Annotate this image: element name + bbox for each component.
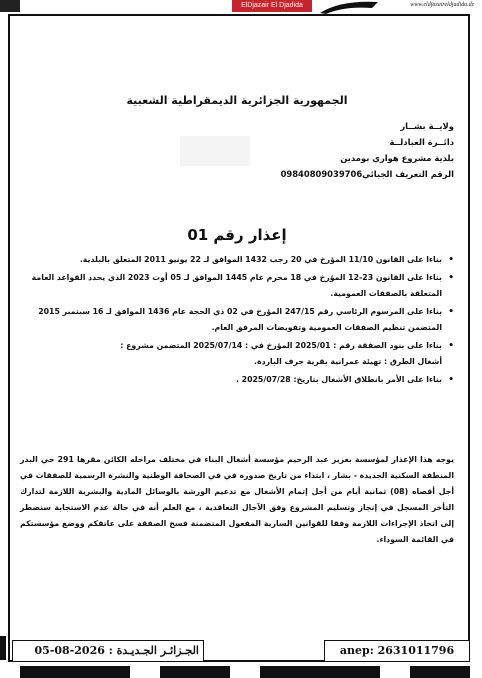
- list-item: • بناءا على القانون 11/10 المؤرخ في 20 رجب 1432 الموافق لـ 22 يونيو 2011 المتعلق بالبلدية.: [20, 252, 454, 268]
- top-strip: [0, 0, 482, 14]
- list-item: • بناءا على المرسوم الرئاسي رقم 247/15 المؤرخ في 02 ذي الحجة عام 1436 الموافق لـ 16 سبتمبر 2015 المتضمن تنظيم الصفقات العمومية وتفويضات المرفق العام.: [20, 304, 454, 336]
- republic-header: الجمهورية الجزائرية الديمقراطية الشعبية: [126, 94, 348, 107]
- notice-title: إعذار رقم 01: [187, 226, 287, 244]
- newspaper-url: www.eldjazaireldjadida.dz: [410, 2, 474, 8]
- blurred-stamp: [180, 136, 250, 166]
- next-page-fragment: [410, 666, 470, 678]
- next-page-fragment: [160, 666, 230, 678]
- admin-line: دائــرة العبادلــة: [389, 137, 454, 147]
- bottom-strip: [0, 664, 482, 678]
- admin-line: بلدية مشروع هواري بومدين: [340, 153, 454, 163]
- list-item-text: • بناءا على بنود الصفقة رقم : 2025/01 المؤرخ في : 2025/07/14 المتضمن مشروع :: [120, 341, 442, 350]
- admin-line: ولايــة بشــار: [400, 121, 454, 131]
- page-edge-mark: [0, 636, 6, 660]
- admin-line: الرقم التعريف الجبائي09840809039706: [280, 169, 454, 179]
- footer-date-box: الجـزائـر الجـديـدة : 2026-08-05: [12, 640, 204, 662]
- notice-body: يوجه هذا الإعذار لمؤسسة بعزيز عبد الرحيم مؤسسة أشغال البناء في مختلف مراحله الكائن مقرها 291 حي البدر المنطقة السكنية الجديدة - بشار ، ابتداء من تاريخ صدوره في في الصحافة الوطنية والنشرة الرسمية للصفقات في أجل أقصاه (08) ثمانية أيام من أجل إتمام الأشغال مع تدعيم الورشة بالوسائل المادية والبشرية اللازمة لتدارك التأخر المسجل في إنجاز وتسليم المشروع وفق الآجال التعاقدية ، مع العلم أنه في حالة عدم الاستجابة سنضطر إلى اتخاذ الإجراءات اللازمة وفقا للقوانين السارية المفعول المتضمنة فسخ الصفقة على عاتقكم ووضع مؤسستكم في القائمة السوداء.: [20, 455, 455, 544]
- project-line: أشغال الطرق : تهيئة عمرانية بقرية جرف الباردة.: [254, 357, 442, 366]
- list-item: • بناءا على القانون 23-12 المؤرخ في 18 محرم عام 1445 الموافق لـ 05 أوت 2023 الذي يحدد القواعد العامة المتعلقة بالصفقات العمومية.: [20, 270, 454, 302]
- footer-anep-box: anep: 2631011796: [324, 640, 470, 662]
- legal-basis-list: [20, 252, 454, 390]
- list-item: • بناءا على الأمر بانطلاق الأشغال بتاريخ: 2025/07/28 .: [20, 372, 454, 388]
- next-page-fragment: [260, 666, 380, 678]
- next-page-fragment: [20, 666, 130, 678]
- list-item: [20, 338, 454, 370]
- page-edge: [0, 0, 20, 12]
- newspaper-masthead: [232, 0, 478, 14]
- newspaper-logo: ElDjazair El Djadida: [232, 0, 312, 12]
- admin-block: [281, 118, 454, 182]
- logo-swoosh-icon: [320, 0, 380, 14]
